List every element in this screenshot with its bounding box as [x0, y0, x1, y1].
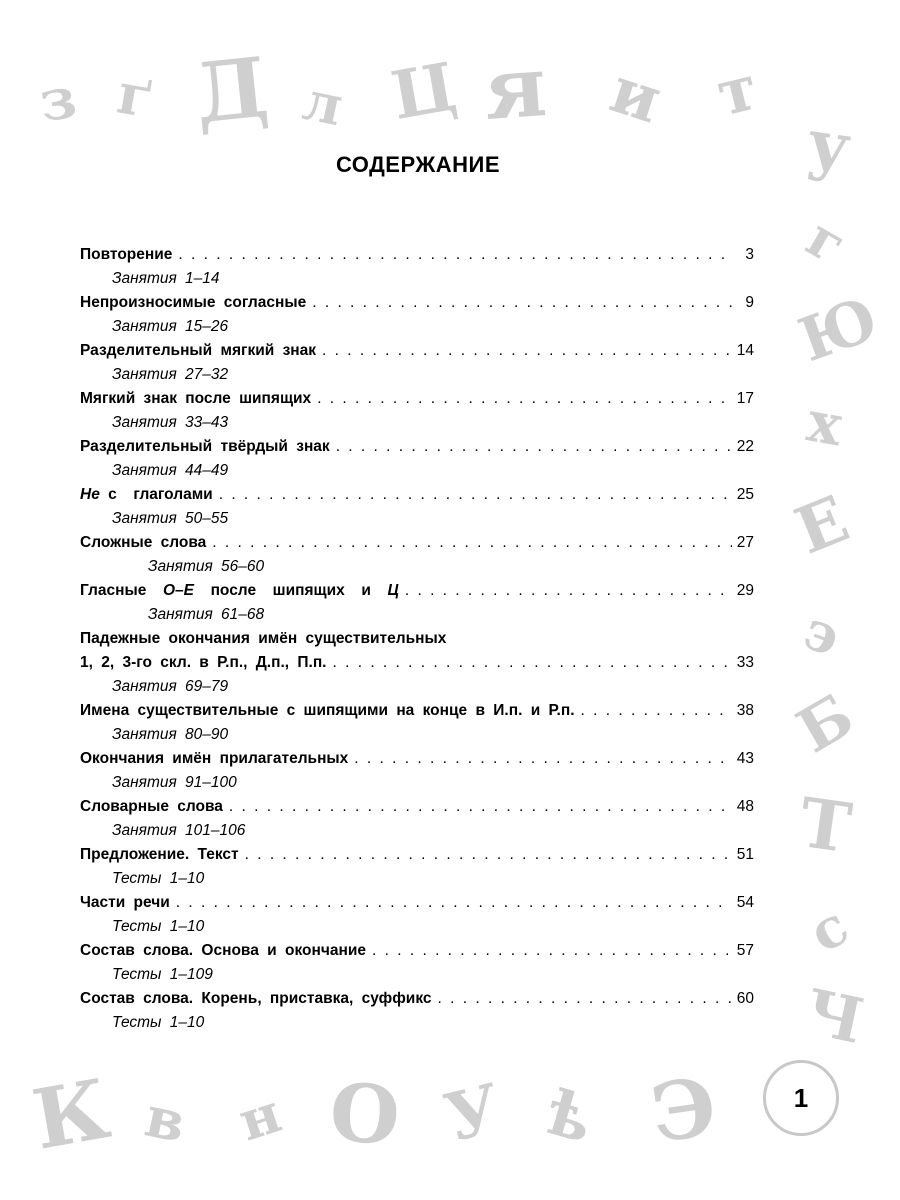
decor-letter: х: [802, 388, 847, 460]
leader-dots: [581, 702, 732, 720]
toc-entry-title-italic: О–Е: [162, 582, 194, 599]
toc-entry-lessons: Занятия 15–26: [112, 318, 229, 335]
toc-entry-title: Падежные окончания имён существительных: [80, 630, 447, 647]
decor-letter: К: [26, 1061, 117, 1169]
toc-entry: [80, 486, 754, 534]
toc-entry-page: 60: [736, 990, 754, 1007]
toc-entry-title: Состав слова. Корень, приставка, суффикс: [80, 990, 432, 1007]
toc-entry-page: 57: [736, 942, 754, 959]
toc-entry: [80, 390, 754, 438]
toc-entry-page: 33: [736, 654, 754, 671]
toc-entry-title-italic: Ц: [387, 582, 399, 599]
leader-dots: [317, 390, 732, 408]
leader-dots: [354, 750, 732, 768]
page-number: 1: [793, 1082, 809, 1113]
toc-entry-tests: Тесты 1–10: [112, 1014, 205, 1031]
toc-entry-title: Разделительный мягкий знак: [80, 342, 317, 359]
toc-entry: [80, 534, 754, 582]
decor-letter: у: [802, 103, 856, 187]
toc-entry-lessons: Занятия 61–68: [148, 606, 265, 623]
toc-entry: [80, 654, 754, 702]
toc-entry-lessons: Занятия 27–32: [112, 366, 229, 383]
decor-letter: Б: [785, 680, 866, 768]
toc-entry-lessons: Занятия 101–106: [112, 822, 246, 839]
toc-entry-title: Разделительный твёрдый знак: [80, 438, 330, 455]
toc-entry: [80, 246, 754, 294]
decor-letter: Ю: [790, 283, 887, 377]
leader-dots: [245, 846, 732, 864]
toc-entry-title: Окончания имён прилагательных: [80, 750, 349, 767]
decor-letter: с: [798, 893, 859, 965]
toc-entry-tests: Тесты 1–10: [112, 918, 205, 935]
decor-letter: н: [231, 1080, 289, 1154]
decor-letter: У: [437, 1068, 509, 1158]
toc-entry-lessons: Занятия 50–55: [112, 510, 229, 527]
leader-dots: [322, 342, 732, 360]
toc-entry-tests: Тесты 1–10: [112, 870, 205, 887]
toc-entry: [80, 750, 754, 798]
toc-entry: [80, 342, 754, 390]
toc-entry-page: 22: [736, 438, 754, 455]
toc-entry-lessons: Занятия 91–100: [112, 774, 237, 791]
decor-letter: ѣ: [538, 1075, 601, 1158]
toc-entry-page: 3: [745, 246, 754, 263]
toc-entry: [80, 798, 754, 846]
toc-entry-tests: Тесты 1–109: [112, 966, 213, 983]
leader-dots: [229, 798, 732, 816]
leader-dots: [372, 942, 732, 960]
decor-letter: Ц: [385, 47, 463, 135]
decor-letter: я: [480, 35, 550, 140]
toc-entry-title: Сложные слова: [80, 534, 207, 551]
toc-entry-title: Имена существительные с шипящими на конце в И.п. и Р.п.: [80, 702, 575, 719]
toc-entry-title: Непроизносимые согласные: [80, 294, 307, 311]
leader-dots: [332, 654, 732, 672]
toc-entry-page: 29: [736, 582, 754, 599]
toc-section-heading: [80, 630, 754, 654]
leader-dots: [212, 534, 732, 552]
decor-letter: Е: [785, 481, 859, 570]
toc-entry-title: 1, 2, 3-го скл. в Р.п., Д.п., П.п.: [80, 654, 327, 671]
decor-letter: О: [326, 1064, 403, 1164]
toc-entry: [80, 894, 754, 942]
toc-entry-page: 25: [736, 486, 754, 503]
decor-letter: э: [796, 597, 849, 669]
decor-letter: т: [709, 50, 765, 131]
toc-entry-page: 14: [736, 342, 754, 359]
toc-entry-page: 51: [736, 846, 754, 863]
toc-entry-lessons: Занятия 33–43: [112, 414, 229, 431]
leader-dots: [178, 246, 732, 264]
toc-entry-page: 54: [736, 894, 754, 911]
toc-entry: [80, 702, 754, 750]
toc-entry-lessons: Занятия 80–90: [112, 726, 229, 743]
decor-letter: Д: [190, 39, 273, 143]
toc-entry-title: с глаголами: [99, 486, 213, 503]
toc-entry-title: Словарные слова: [80, 798, 223, 815]
decor-letter: ґ: [112, 60, 159, 132]
decor-letter: з: [35, 64, 81, 136]
leader-dots: [438, 990, 732, 1008]
decor-letter: Т: [794, 782, 856, 870]
leader-dots: [336, 438, 732, 456]
toc-entry: [80, 990, 754, 1038]
toc-entry-title-part: Гласные: [80, 582, 163, 599]
decor-letter: Э: [645, 1059, 722, 1161]
leader-dots: [312, 294, 732, 312]
toc-entry-page: 27: [736, 534, 754, 551]
toc-entry-lessons: Занятия 56–60: [148, 558, 265, 575]
toc-entry: [80, 294, 754, 342]
decor-letter: л: [297, 67, 349, 139]
table-of-contents: [80, 246, 754, 1038]
toc-entry-title-italic: Не: [80, 486, 100, 503]
toc-entry-page: 43: [736, 750, 754, 767]
toc-entry-title: Мягкий знак после шипящих: [80, 390, 312, 407]
toc-entry-page: 38: [736, 702, 754, 719]
toc-entry-lessons: Занятия 44–49: [112, 462, 229, 479]
toc-entry-title: Состав слова. Основа и окончание: [80, 942, 366, 959]
decor-letter: г: [796, 205, 857, 277]
toc-entry-title: Повторение: [80, 246, 173, 263]
toc-entry: [80, 582, 754, 630]
toc-entry-title: Части речи: [80, 894, 170, 911]
page-title: СОДЕРЖАНИЕ: [335, 152, 501, 177]
toc-entry-lessons: Занятия 69–79: [112, 678, 229, 695]
decor-letter: Ч: [799, 974, 870, 1059]
toc-entry-page: 48: [736, 798, 754, 815]
leader-dots: [405, 582, 732, 600]
page-number-badge: [763, 1060, 839, 1136]
leader-dots: [176, 894, 732, 912]
decor-letter: и: [601, 52, 671, 139]
decor-letter: в: [139, 1083, 192, 1157]
toc-entry-title: Предложение. Текст: [80, 846, 239, 863]
leader-dots: [219, 486, 732, 504]
toc-entry-lessons: Занятия 1–14: [112, 270, 220, 287]
toc-entry: [80, 846, 754, 894]
toc-entry-page: 9: [745, 294, 754, 311]
toc-entry-title: после шипящих и: [193, 582, 388, 599]
toc-entry: [80, 438, 754, 486]
toc-entry-page: 17: [736, 390, 754, 407]
toc-entry: [80, 942, 754, 990]
